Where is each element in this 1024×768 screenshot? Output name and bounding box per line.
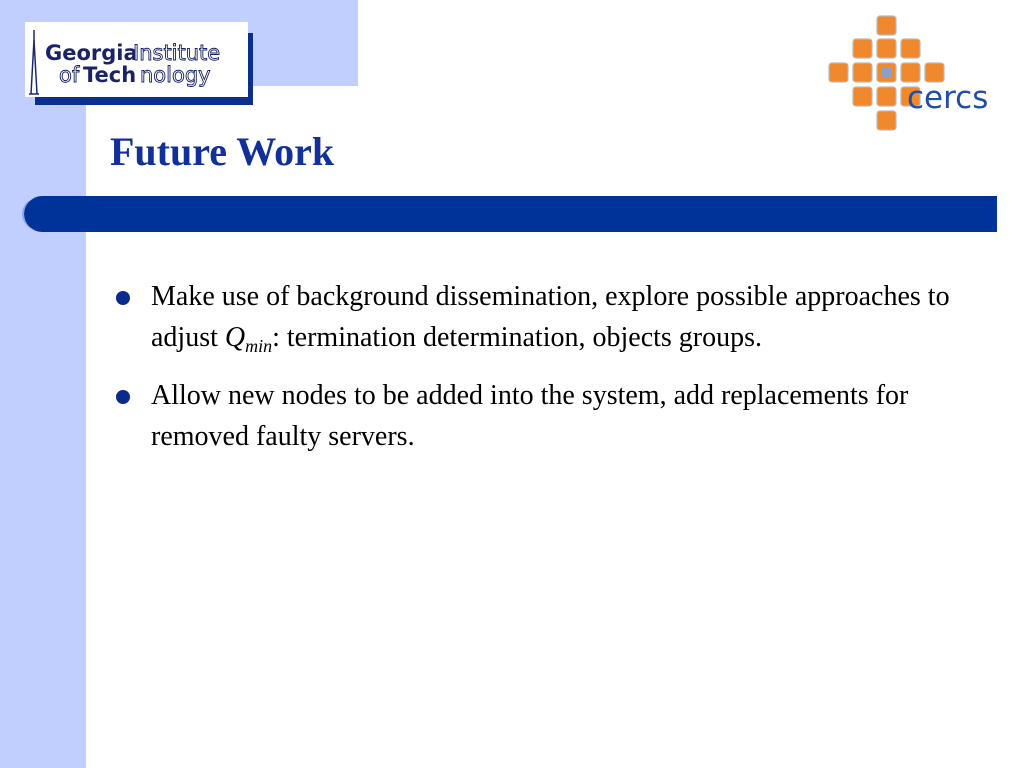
q-variable: Q: [224, 322, 246, 353]
list-item: [112, 375, 992, 457]
cercs-wordmark: cercs: [907, 80, 989, 116]
slide-title: Future Work: [110, 129, 335, 174]
title-underline-bar: [24, 196, 997, 232]
left-accent-band: [0, 0, 86, 768]
bullet-2-text: Allow new nodes to be added into the system, add replacements for removed faulty servers.: [151, 380, 909, 452]
gt-logo-of: of: [59, 63, 80, 87]
cercs-logo: [826, 12, 1002, 140]
gt-logo-institute: Institute: [133, 41, 221, 65]
list-item: [112, 276, 992, 367]
bullet-icon: [116, 291, 130, 305]
bullet-list: [112, 276, 992, 465]
q-subscript: min: [245, 336, 273, 356]
bullet-1-text-cont: : termination determination, objects groups.: [272, 322, 763, 353]
gt-logo-nology: nology: [140, 63, 211, 87]
bullet-1-text: Make use of background dissemination, explore possible approaches to adjust: [151, 281, 950, 353]
gt-logo-tech: Tech: [83, 63, 137, 87]
georgia-tech-logo: [25, 22, 248, 97]
gt-logo-georgia: Georgia: [45, 41, 138, 65]
bullet-icon: [116, 390, 130, 404]
